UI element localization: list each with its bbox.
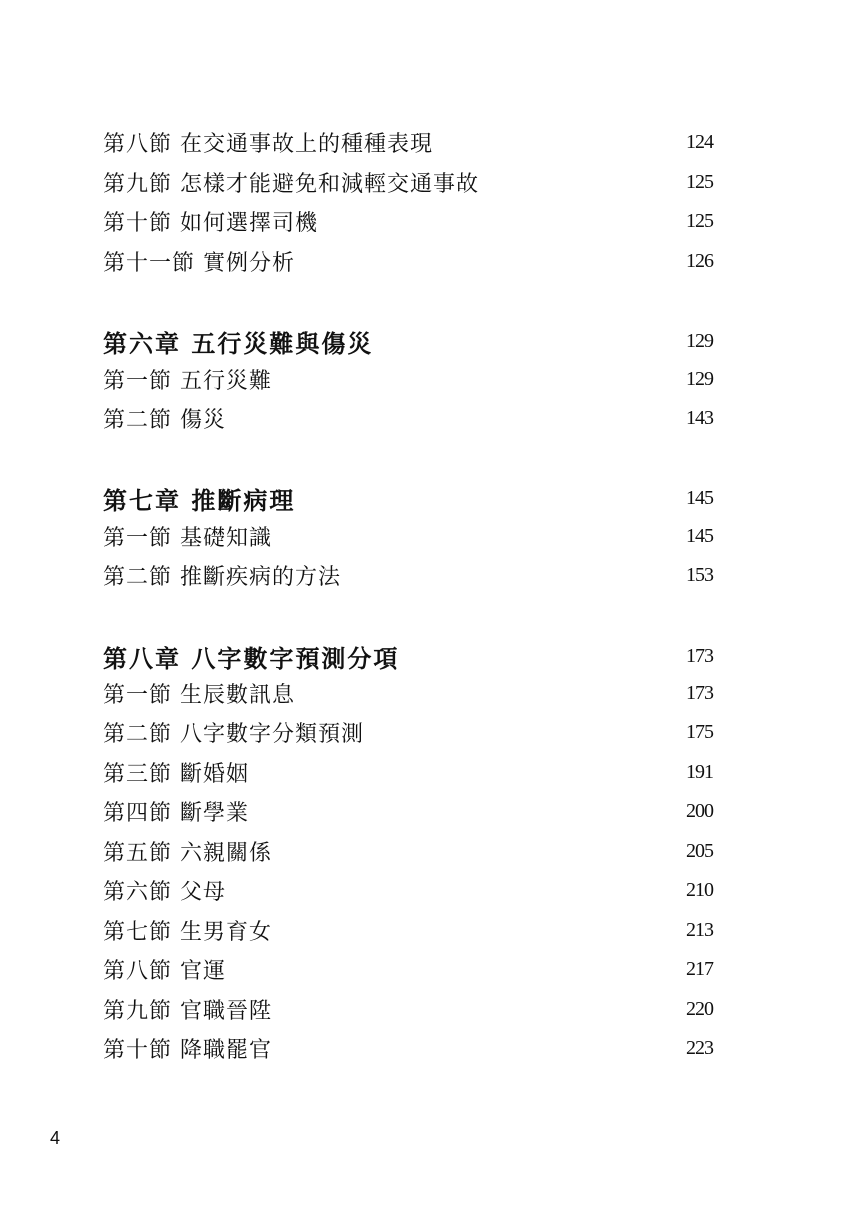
toc-entry-page: 213 <box>686 918 713 941</box>
toc-entry <box>103 912 713 948</box>
toc-entry <box>103 518 713 554</box>
toc-entry-page: 153 <box>686 563 713 586</box>
toc-entry-title: 第十一節 實例分析 <box>103 250 295 276</box>
toc-entry-page: 129 <box>686 367 713 390</box>
page-number: 4 <box>50 1128 61 1148</box>
toc-entry-title: 第五節 六親關係 <box>103 840 272 866</box>
toc-chapter <box>103 480 713 516</box>
toc-entry-page: 210 <box>686 878 713 901</box>
toc-entry-page: 191 <box>686 760 713 783</box>
toc-chapter-title: 第七章 推斷病理 <box>103 485 296 515</box>
toc-chapter-page: 173 <box>686 644 713 667</box>
toc-chapter-title: 第八章 八字數字預測分項 <box>103 643 400 673</box>
toc-entry-title: 第九節 官職晉陞 <box>103 998 272 1024</box>
toc-entry-title: 第二節 傷災 <box>103 407 226 433</box>
toc-entry-page: 223 <box>686 1036 713 1059</box>
toc-chapter <box>103 323 713 359</box>
toc-entry <box>103 164 713 200</box>
toc-entry <box>103 243 713 279</box>
toc-entry-page: 143 <box>686 406 713 429</box>
toc-entry <box>103 872 713 908</box>
toc-entry-page: 205 <box>686 839 713 862</box>
toc-entry-page: 175 <box>686 720 713 743</box>
toc-entry <box>103 1030 713 1066</box>
toc-entry-title: 第一節 生辰數訊息 <box>103 682 295 708</box>
toc-entry <box>103 124 713 160</box>
toc-chapter-page: 129 <box>686 329 713 352</box>
toc-entry <box>103 833 713 869</box>
toc-entry <box>103 951 713 987</box>
toc-entry-title: 第一節 基礎知識 <box>103 525 272 551</box>
toc-entry-title: 第十節 如何選擇司機 <box>103 210 318 236</box>
toc-entry <box>103 675 713 711</box>
toc-entry-page: 124 <box>686 130 713 153</box>
toc-entry-page: 220 <box>686 997 713 1020</box>
toc-entry-title: 第七節 生男育女 <box>103 919 272 945</box>
toc-entry <box>103 793 713 829</box>
toc-entry-page: 125 <box>686 170 713 193</box>
toc-entry <box>103 400 713 436</box>
toc-entry-title: 第六節 父母 <box>103 879 226 905</box>
toc-entry-title: 第八節 在交通事故上的種種表現 <box>103 131 433 157</box>
toc-entry-page: 217 <box>686 957 713 980</box>
toc-entry-page: 125 <box>686 209 713 232</box>
toc-entry-page: 173 <box>686 681 713 704</box>
toc-entry <box>103 754 713 790</box>
toc-entry-page: 200 <box>686 799 713 822</box>
toc-entry <box>103 557 713 593</box>
toc-entry <box>103 203 713 239</box>
toc-chapter <box>103 638 713 674</box>
toc-entry-title: 第一節 五行災難 <box>103 368 272 394</box>
toc-chapter-page: 145 <box>686 486 713 509</box>
toc-entry-page: 126 <box>686 249 713 272</box>
toc-entry <box>103 714 713 750</box>
toc-entry-page: 145 <box>686 524 713 547</box>
toc-entry-title: 第二節 推斷疾病的方法 <box>103 564 341 590</box>
toc-entry-title: 第十節 降職罷官 <box>103 1037 272 1063</box>
toc-entry-title: 第二節 八字數字分類預測 <box>103 721 364 747</box>
toc-entry-title: 第四節 斷學業 <box>103 800 249 826</box>
toc-entry-title: 第三節 斷婚姻 <box>103 761 249 787</box>
toc-entry-title: 第八節 官運 <box>103 958 226 984</box>
toc-entry <box>103 361 713 397</box>
toc-chapter-title: 第六章 五行災難與傷災 <box>103 328 374 358</box>
toc-entry-title: 第九節 怎樣才能避免和減輕交通事故 <box>103 171 479 197</box>
toc-entry <box>103 991 713 1027</box>
